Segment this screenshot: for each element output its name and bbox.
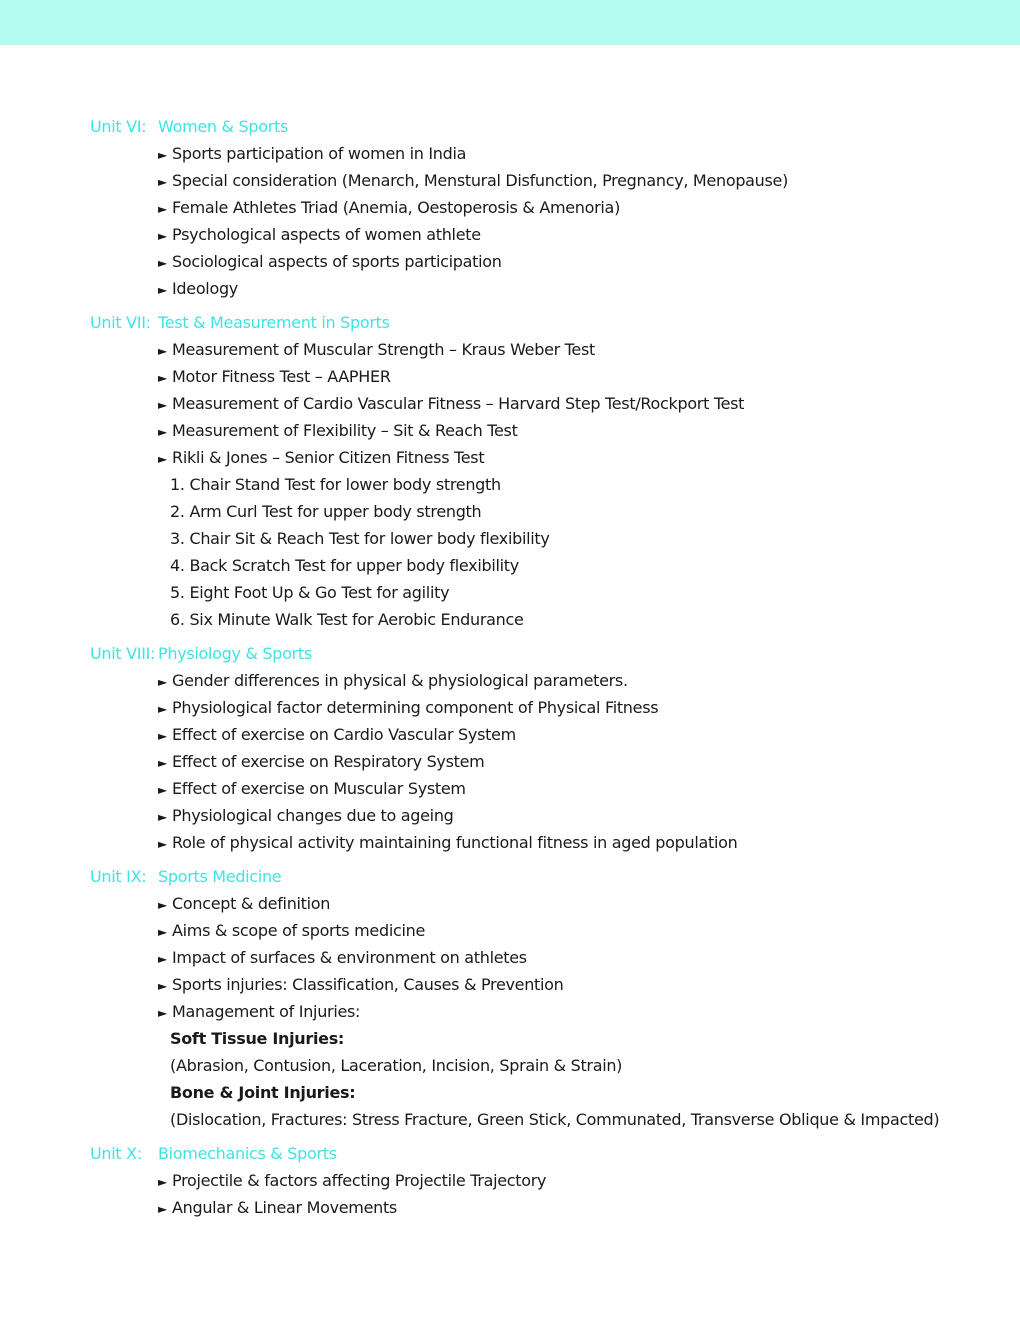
list-item: ► Impact of surfaces & environment on athletes bbox=[158, 944, 990, 971]
unit-topic-list bbox=[158, 140, 990, 302]
unit-title: Biomechanics & Sports bbox=[158, 1144, 337, 1163]
list-item: ► Measurement of Flexibility – Sit & Reach Test bbox=[158, 417, 990, 444]
unit-topic-list bbox=[158, 1167, 990, 1221]
list-item: ► Special consideration (Menarch, Menstural Disfunction, Pregnancy, Menopause) bbox=[158, 167, 990, 194]
unit-label: Unit IX: bbox=[90, 867, 147, 886]
triangle-bullet-icon: ► bbox=[158, 979, 167, 993]
unit-title: Physiology & Sports bbox=[158, 644, 312, 663]
list-item: ► Aims & scope of sports medicine bbox=[158, 917, 990, 944]
list-item: ► Sports injuries: Classification, Causes & Prevention bbox=[158, 971, 990, 998]
triangle-bullet-icon: ► bbox=[158, 952, 167, 966]
numbered-item: 3. Chair Sit & Reach Test for lower body flexibility bbox=[170, 529, 550, 548]
unit-heading bbox=[90, 113, 990, 140]
numbered-item: 1. Chair Stand Test for lower body strength bbox=[170, 475, 501, 494]
list-item: ► Effect of exercise on Cardio Vascular System bbox=[158, 721, 990, 748]
soft-tissue-heading: Soft Tissue Injuries: bbox=[170, 1029, 345, 1048]
unit-label: Unit X: bbox=[90, 1144, 142, 1163]
numbered-item: 4. Back Scratch Test for upper body flexibility bbox=[170, 556, 519, 575]
triangle-bullet-icon: ► bbox=[158, 1202, 167, 1216]
triangle-bullet-icon: ► bbox=[158, 675, 167, 689]
list-item: ► Effect of exercise on Respiratory System bbox=[158, 748, 990, 775]
list-item: ► Angular & Linear Movements bbox=[158, 1194, 990, 1221]
numbered-item: 6. Six Minute Walk Test for Aerobic Endurance bbox=[170, 610, 524, 629]
list-item: ► Ideology bbox=[158, 275, 990, 302]
triangle-bullet-icon: ► bbox=[158, 1175, 167, 1189]
unit-label: Unit VII: bbox=[90, 313, 151, 332]
triangle-bullet-icon: ► bbox=[158, 398, 167, 412]
unit-topic-list bbox=[158, 667, 990, 856]
triangle-bullet-icon: ► bbox=[158, 452, 167, 466]
list-item: ► Female Athletes Triad (Anemia, Oestoperosis & Amenoria) bbox=[158, 194, 990, 221]
bone-joint-text: (Dislocation, Fractures: Stress Fracture, Green Stick, Communated, Transverse Oblique & Impacted) bbox=[170, 1110, 940, 1129]
unit-ix bbox=[90, 863, 990, 1133]
triangle-bullet-icon: ► bbox=[158, 148, 167, 162]
unit-vii bbox=[90, 309, 990, 633]
list-item: ► Sports participation of women in India bbox=[158, 140, 990, 167]
list-item: ► Measurement of Cardio Vascular Fitness – Harvard Step Test/Rockport Test bbox=[158, 390, 990, 417]
triangle-bullet-icon: ► bbox=[158, 425, 167, 439]
unit-heading bbox=[90, 863, 990, 890]
top-color-band bbox=[0, 0, 1020, 45]
unit-topic-list bbox=[158, 890, 990, 1133]
list-item: ► Projectile & factors affecting Projectile Trajectory bbox=[158, 1167, 990, 1194]
triangle-bullet-icon: ► bbox=[158, 925, 167, 939]
triangle-bullet-icon: ► bbox=[158, 729, 167, 743]
triangle-bullet-icon: ► bbox=[158, 344, 167, 358]
triangle-bullet-icon: ► bbox=[158, 837, 167, 851]
list-item: ► Sociological aspects of sports participation bbox=[158, 248, 990, 275]
numbered-item: 5. Eight Foot Up & Go Test for agility bbox=[170, 583, 450, 602]
triangle-bullet-icon: ► bbox=[158, 202, 167, 216]
syllabus-content bbox=[90, 113, 990, 1228]
unit-label: Unit VIII: bbox=[90, 644, 156, 663]
unit-topic-list bbox=[158, 336, 990, 633]
triangle-bullet-icon: ► bbox=[158, 702, 167, 716]
list-item: ► Management of Injuries: bbox=[158, 998, 990, 1025]
numbered-item: 2. Arm Curl Test for upper body strength bbox=[170, 502, 482, 521]
unit-label: Unit VI: bbox=[90, 117, 147, 136]
list-item: ► Rikli & Jones – Senior Citizen Fitness Test bbox=[158, 444, 990, 471]
list-item: ► Psychological aspects of women athlete bbox=[158, 221, 990, 248]
list-item: ► Concept & definition bbox=[158, 890, 990, 917]
unit-title: Test & Measurement in Sports bbox=[158, 313, 390, 332]
triangle-bullet-icon: ► bbox=[158, 256, 167, 270]
triangle-bullet-icon: ► bbox=[158, 371, 167, 385]
unit-heading bbox=[90, 640, 990, 667]
list-item: ► Physiological factor determining component of Physical Fitness bbox=[158, 694, 990, 721]
list-item: ► Effect of exercise on Muscular System bbox=[158, 775, 990, 802]
triangle-bullet-icon: ► bbox=[158, 283, 167, 297]
triangle-bullet-icon: ► bbox=[158, 898, 167, 912]
triangle-bullet-icon: ► bbox=[158, 810, 167, 824]
list-item: ► Physiological changes due to ageing bbox=[158, 802, 990, 829]
triangle-bullet-icon: ► bbox=[158, 783, 167, 797]
soft-tissue-text: (Abrasion, Contusion, Laceration, Incision, Sprain & Strain) bbox=[170, 1056, 623, 1075]
unit-x bbox=[90, 1140, 990, 1221]
triangle-bullet-icon: ► bbox=[158, 229, 167, 243]
triangle-bullet-icon: ► bbox=[158, 175, 167, 189]
triangle-bullet-icon: ► bbox=[158, 1006, 167, 1020]
unit-heading bbox=[90, 1140, 990, 1167]
unit-heading bbox=[90, 309, 990, 336]
triangle-bullet-icon: ► bbox=[158, 756, 167, 770]
list-item: ► Gender differences in physical & physiological parameters. bbox=[158, 667, 990, 694]
unit-title: Sports Medicine bbox=[158, 867, 282, 886]
unit-title: Women & Sports bbox=[158, 117, 288, 136]
unit-vi bbox=[90, 113, 990, 302]
bone-joint-heading: Bone & Joint Injuries: bbox=[170, 1083, 356, 1102]
unit-viii bbox=[90, 640, 990, 856]
list-item: ► Measurement of Muscular Strength – Kraus Weber Test bbox=[158, 336, 990, 363]
list-item: ► Motor Fitness Test – AAPHER bbox=[158, 363, 990, 390]
list-item: ► Role of physical activity maintaining functional fitness in aged population bbox=[158, 829, 990, 856]
